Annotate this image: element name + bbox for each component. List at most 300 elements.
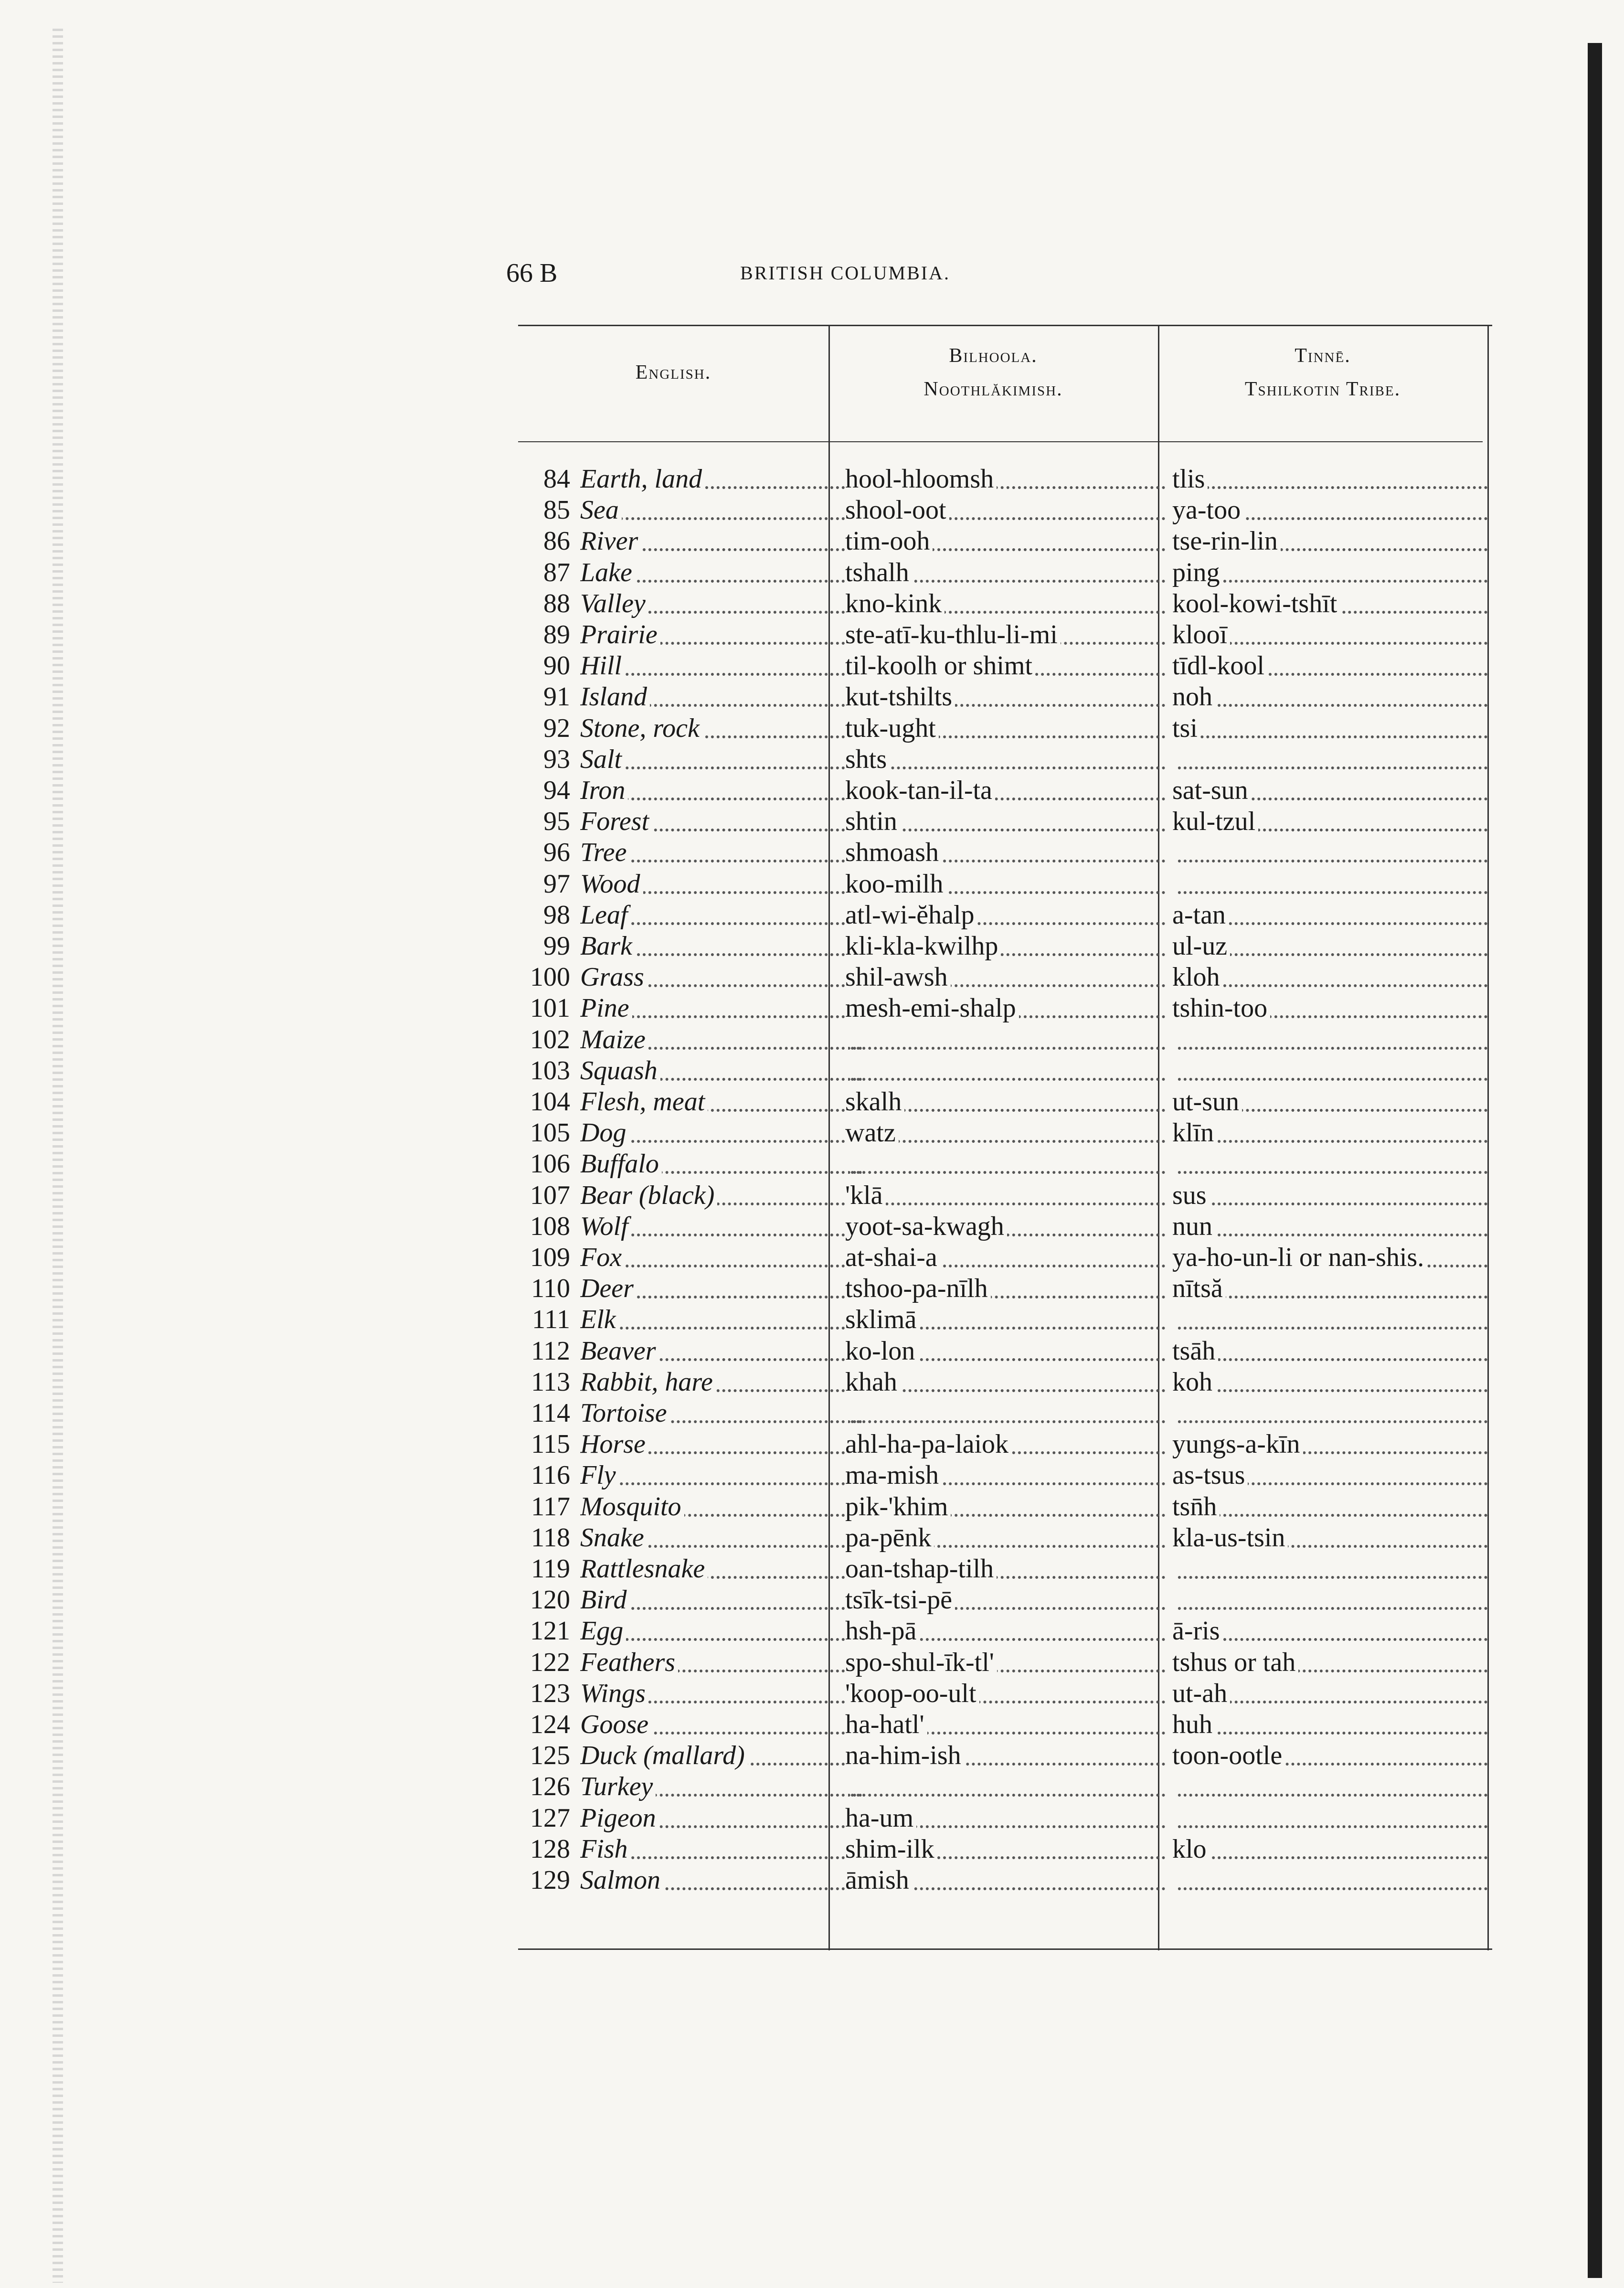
cell-tinne <box>1172 1366 1492 1398</box>
cell-tinne <box>1172 899 1492 931</box>
cell-bilhoola <box>845 1086 1170 1117</box>
column-header-bilhoola <box>828 339 1158 406</box>
cell-num <box>518 1086 573 1117</box>
cell-num-text: 116 <box>531 1460 573 1490</box>
cell-bilhoola-text: shtin <box>845 807 900 836</box>
cell-bilhoola <box>845 650 1170 681</box>
cell-bilhoola <box>845 1833 1170 1865</box>
cell-num-text: 122 <box>530 1648 573 1677</box>
dot-leader <box>1172 1234 1487 1236</box>
table-row <box>518 806 1492 837</box>
cell-num-text: 113 <box>531 1367 573 1397</box>
cell-num <box>518 650 573 681</box>
cell-num <box>518 525 573 557</box>
dot-leader <box>1172 1171 1487 1174</box>
cell-tinne <box>1172 961 1492 993</box>
cell-bilhoola-text: ha-hatl' <box>845 1710 927 1739</box>
cell-english <box>580 806 867 837</box>
cell-tinne <box>1172 1148 1492 1180</box>
cell-english <box>580 1553 867 1585</box>
cell-num-text: 94 <box>543 776 573 805</box>
cell-num-text: 119 <box>531 1554 573 1584</box>
cell-bilhoola <box>845 1553 1170 1585</box>
cell-bilhoola-text: til-koolh or shimt <box>845 651 1035 681</box>
cell-bilhoola-text: ma-mish <box>845 1460 942 1490</box>
table-row <box>518 1397 1492 1429</box>
cell-num <box>518 1335 573 1367</box>
table-row <box>518 992 1492 1024</box>
cell-tinne <box>1172 1180 1492 1211</box>
dot-leader <box>1172 1047 1487 1050</box>
header-rule <box>518 441 1483 442</box>
cell-english <box>580 961 867 993</box>
cell-bilhoola <box>845 1647 1170 1678</box>
cell-english-text: Tortoise <box>580 1398 670 1428</box>
dot-leader <box>1172 704 1487 707</box>
cell-num-text: 124 <box>530 1710 573 1739</box>
cell-bilhoola <box>845 1180 1170 1211</box>
cell-english-text: Island <box>580 682 650 712</box>
cell-num <box>518 1553 573 1585</box>
cell-english-text: Pigeon <box>580 1803 659 1833</box>
table-top-rule <box>518 325 1492 326</box>
table-row <box>518 1553 1492 1585</box>
table-row <box>518 557 1492 588</box>
cell-bilhoola <box>845 1397 1170 1429</box>
cell-bilhoola-text: tuk-ught <box>845 713 939 743</box>
cell-english-text: Horse <box>580 1429 648 1459</box>
cell-english <box>580 744 867 775</box>
cell-tinne-text: kloh <box>1172 962 1223 992</box>
book-spine-shadow <box>1588 43 1602 2278</box>
cell-bilhoola-text: kno-kink <box>845 589 945 618</box>
cell-bilhoola <box>845 1335 1170 1367</box>
cell-num <box>518 713 573 744</box>
cell-english-text: Bird <box>580 1585 629 1615</box>
cell-num <box>518 557 573 588</box>
cell-tinne-text <box>1172 1803 1175 1833</box>
cell-tinne <box>1172 1678 1492 1709</box>
cell-bilhoola-text: atl-wi-ĕhalp <box>845 900 977 930</box>
cell-num-text: 99 <box>543 931 573 961</box>
table-row <box>518 899 1492 931</box>
cell-english <box>580 1024 867 1055</box>
cell-english-text: Fox <box>580 1243 625 1272</box>
cell-bilhoola <box>845 1148 1170 1180</box>
cell-bilhoola-text: kook-tan-il-ta <box>845 776 995 805</box>
table-row <box>518 1304 1492 1335</box>
cell-english <box>580 681 867 713</box>
dot-leader <box>1172 1358 1487 1361</box>
cell-num-text: 102 <box>530 1025 573 1054</box>
table-row <box>518 525 1492 557</box>
cell-english-text: Rabbit, hare <box>580 1367 716 1397</box>
cell-tinne <box>1172 681 1492 713</box>
cell-num-text: 125 <box>530 1741 573 1770</box>
cell-num <box>518 1428 573 1460</box>
table-row <box>518 1615 1492 1647</box>
cell-num <box>518 1459 573 1491</box>
cell-num-text: 110 <box>531 1274 573 1303</box>
cell-tinne <box>1172 837 1492 868</box>
dot-leader <box>1172 1607 1487 1610</box>
dot-leader <box>1172 1327 1487 1330</box>
dot-leader <box>1172 1887 1487 1890</box>
cell-tinne-text: ā-ris <box>1172 1616 1223 1646</box>
cell-english <box>580 1864 867 1896</box>
cell-english-text: Tree <box>580 838 629 867</box>
cell-bilhoola <box>845 525 1170 557</box>
cell-english <box>580 1335 867 1367</box>
cell-tinne <box>1172 1802 1492 1834</box>
table-row <box>518 1180 1492 1211</box>
dot-leader <box>845 1047 1165 1050</box>
cell-bilhoola <box>845 775 1170 806</box>
cell-tinne-text: klīn <box>1172 1118 1217 1148</box>
cell-english-text: Salmon <box>580 1865 663 1895</box>
cell-bilhoola <box>845 1678 1170 1709</box>
cell-bilhoola <box>845 930 1170 962</box>
cell-num-text: 95 <box>543 807 573 836</box>
cell-num <box>518 930 573 962</box>
cell-bilhoola-text: kut-tshilts <box>845 682 955 712</box>
cell-bilhoola-text: at-shai-a <box>845 1243 940 1272</box>
cell-english <box>580 1678 867 1709</box>
cell-english <box>580 1055 867 1086</box>
cell-num-text: 103 <box>530 1056 573 1085</box>
cell-bilhoola <box>845 1802 1170 1834</box>
column-header-tinne <box>1158 339 1487 406</box>
cell-tinne-text <box>1172 1585 1175 1615</box>
cell-bilhoola-text: āmish <box>845 1865 912 1895</box>
cell-tinne-text: tsāh <box>1172 1336 1218 1366</box>
cell-num-text: 107 <box>530 1181 573 1210</box>
cell-tinne <box>1172 1055 1492 1086</box>
dot-leader <box>1172 860 1487 862</box>
cell-num <box>518 899 573 931</box>
cell-tinne <box>1172 1397 1492 1429</box>
dot-leader <box>580 517 862 520</box>
table-row <box>518 1802 1492 1834</box>
cell-num-text: 108 <box>530 1212 573 1241</box>
cell-num-text: 105 <box>530 1118 573 1148</box>
cell-english <box>580 868 867 900</box>
dot-leader <box>845 1171 1165 1174</box>
cell-english-text: Earth, land <box>580 464 705 494</box>
scan-edge-left <box>53 29 63 2283</box>
cell-bilhoola <box>845 463 1170 495</box>
cell-num <box>518 1211 573 1242</box>
cell-tinne-text <box>1172 869 1175 899</box>
cell-english <box>580 588 867 619</box>
cell-english-text: Feathers <box>580 1648 678 1677</box>
cell-tinne-text <box>1172 1398 1175 1428</box>
dot-leader <box>1172 735 1487 738</box>
cell-num-text: 121 <box>530 1616 573 1646</box>
cell-tinne-text: tsn̄h <box>1172 1492 1220 1522</box>
cell-english-text: Stone, rock <box>580 713 702 743</box>
cell-english <box>580 1273 867 1304</box>
cell-tinne-text: ping <box>1172 558 1223 587</box>
cell-bilhoola-text: ko-lon <box>845 1336 918 1366</box>
cell-bilhoola <box>845 1117 1170 1149</box>
cell-tinne <box>1172 463 1492 495</box>
cell-bilhoola-text: spo-shul-īk-tl' <box>845 1648 997 1677</box>
cell-tinne <box>1172 1833 1492 1865</box>
cell-bilhoola-text: ahl-ha-pa-laiok <box>845 1429 1011 1459</box>
dot-leader <box>1172 1794 1487 1797</box>
cell-bilhoola <box>845 1491 1170 1522</box>
dot-leader <box>580 1327 862 1330</box>
cell-tinne <box>1172 1304 1492 1335</box>
cell-num <box>518 1615 573 1647</box>
cell-english <box>580 1615 867 1647</box>
table-row <box>518 1242 1492 1273</box>
column-header-english <box>518 356 828 389</box>
cell-num-text: 93 <box>543 745 573 774</box>
cell-num-text: 98 <box>543 900 573 930</box>
cell-english-text: Grass <box>580 962 647 992</box>
cell-bilhoola <box>845 557 1170 588</box>
cell-english <box>580 650 867 681</box>
cell-bilhoola <box>845 681 1170 713</box>
cell-tinne-text <box>1172 1056 1175 1085</box>
cell-bilhoola-text: koo-milh <box>845 869 946 899</box>
cell-english-text: Squash <box>580 1056 660 1085</box>
cell-bilhoola-text: tshalh <box>845 558 912 587</box>
cell-bilhoola-text: sklimā <box>845 1305 919 1334</box>
cell-english <box>580 1647 867 1678</box>
cell-tinne <box>1172 1740 1492 1771</box>
cell-bilhoola-text: shil-awsh <box>845 962 951 992</box>
cell-tinne <box>1172 1428 1492 1460</box>
cell-english <box>580 930 867 962</box>
cell-bilhoola <box>845 1615 1170 1647</box>
cell-tinne-text <box>1172 1305 1175 1334</box>
cell-english-text: Bear (black) <box>580 1181 717 1210</box>
cell-english <box>580 992 867 1024</box>
cell-bilhoola-text: pik-'khim <box>845 1492 951 1522</box>
cell-num-text: 126 <box>530 1772 573 1801</box>
dot-leader <box>1172 1576 1487 1579</box>
cell-english-text: Rattlesnake <box>580 1554 708 1584</box>
cell-bilhoola-text: skalh <box>845 1087 904 1117</box>
cell-bilhoola-text <box>845 1398 848 1428</box>
cell-english <box>580 463 867 495</box>
cell-english <box>580 1366 867 1398</box>
cell-num-text: 115 <box>531 1429 573 1459</box>
cell-english-text: Duck (mallard) <box>580 1741 748 1770</box>
cell-english-text: Pine <box>580 993 632 1023</box>
cell-num <box>518 806 573 837</box>
cell-tinne <box>1172 1584 1492 1616</box>
cell-english-text: Flesh, meat <box>580 1087 708 1117</box>
cell-tinne-text: ul-uz <box>1172 931 1230 961</box>
cell-tinne-text <box>1172 1865 1175 1895</box>
cell-tinne-text: a-tan <box>1172 900 1229 930</box>
cell-num-text: 90 <box>543 651 573 681</box>
cell-english-text: Fly <box>580 1460 619 1490</box>
cell-num-text: 88 <box>543 589 573 618</box>
table-row <box>518 1055 1492 1086</box>
vocabulary-table <box>518 325 1492 1950</box>
cell-english <box>580 1117 867 1149</box>
cell-tinne-text <box>1172 745 1175 774</box>
cell-tinne <box>1172 1615 1492 1647</box>
cell-bilhoola-text: 'klā <box>845 1181 886 1210</box>
cell-num <box>518 1180 573 1211</box>
cell-tinne <box>1172 1117 1492 1149</box>
cell-num <box>518 588 573 619</box>
cell-tinne <box>1172 1553 1492 1585</box>
table-row <box>518 1491 1492 1522</box>
cell-english <box>580 1304 867 1335</box>
cell-tinne-text: ya-too <box>1172 495 1243 525</box>
cell-num-text: 92 <box>543 713 573 743</box>
cell-tinne <box>1172 806 1492 837</box>
cell-bilhoola-text: tim-ooh <box>845 526 933 556</box>
cell-tinne-text: tsi <box>1172 713 1200 743</box>
cell-tinne-text: nun <box>1172 1212 1215 1241</box>
cell-num <box>518 1242 573 1273</box>
cell-english <box>580 1397 867 1429</box>
cell-num <box>518 1055 573 1086</box>
cell-english <box>580 494 867 526</box>
cell-bilhoola <box>845 713 1170 744</box>
cell-tinne-text <box>1172 1025 1175 1054</box>
column-header-bilhoola-line1: Bilhoola. <box>949 345 1038 367</box>
cell-tinne-text: tshin-too <box>1172 993 1270 1023</box>
cell-english-text: Lake <box>580 558 635 587</box>
cell-num <box>518 1397 573 1429</box>
cell-num <box>518 961 573 993</box>
cell-bilhoola <box>845 1584 1170 1616</box>
cell-english-text: Wood <box>580 869 643 899</box>
cell-num-text: 85 <box>543 495 573 525</box>
cell-tinne <box>1172 992 1492 1024</box>
cell-tinne <box>1172 775 1492 806</box>
page-number: 66 B <box>506 258 558 288</box>
cell-english-text: Prairie <box>580 620 660 649</box>
cell-tinne-text: ut-sun <box>1172 1087 1242 1117</box>
table-row <box>518 713 1492 744</box>
cell-num <box>518 1864 573 1896</box>
cell-tinne <box>1172 713 1492 744</box>
cell-bilhoola <box>845 1242 1170 1273</box>
cell-num <box>518 619 573 650</box>
cell-tinne <box>1172 588 1492 619</box>
dot-leader <box>1172 766 1487 769</box>
cell-tinne <box>1172 1086 1492 1117</box>
cell-english-text: Deer <box>580 1274 637 1303</box>
cell-english <box>580 1148 867 1180</box>
cell-english <box>580 557 867 588</box>
cell-bilhoola-text: oan-tshap-tilh <box>845 1554 997 1584</box>
cell-tinne <box>1172 1242 1492 1273</box>
cell-english-text: Hill <box>580 651 625 681</box>
table-row <box>518 744 1492 775</box>
cell-english-text: Goose <box>580 1710 651 1739</box>
cell-tinne-text: nītsă <box>1172 1274 1226 1303</box>
column-header-bilhoola-line2: Noothlăkimish. <box>923 378 1063 400</box>
cell-num-text: 96 <box>543 838 573 867</box>
cell-tinne-text: ya-ho-un-li or nan-shis. <box>1172 1243 1427 1272</box>
dot-leader <box>1172 1203 1487 1205</box>
dot-leader <box>1172 1732 1487 1735</box>
cell-num <box>518 1709 573 1740</box>
cell-tinne-text: huh <box>1172 1710 1215 1739</box>
table-row <box>518 868 1492 900</box>
cell-tinne <box>1172 1771 1492 1802</box>
cell-num-text: 129 <box>530 1865 573 1895</box>
cell-english-text: Valley <box>580 589 648 618</box>
cell-english <box>580 1771 867 1802</box>
table-row <box>518 588 1492 619</box>
cell-num-text: 91 <box>543 682 573 712</box>
cell-tinne <box>1172 1709 1492 1740</box>
cell-tinne <box>1172 1273 1492 1304</box>
cell-bilhoola <box>845 1740 1170 1771</box>
table-row <box>518 1709 1492 1740</box>
cell-num <box>518 1024 573 1055</box>
table-row <box>518 1086 1492 1117</box>
cell-tinne-text: kla-us-tsin <box>1172 1523 1288 1553</box>
cell-tinne-text <box>1172 1149 1175 1179</box>
dot-leader <box>1172 1140 1487 1143</box>
cell-english-text: Wolf <box>580 1212 631 1241</box>
cell-tinne-text: tlis <box>1172 464 1208 494</box>
cell-num-text: 114 <box>531 1398 573 1428</box>
table-row <box>518 1833 1492 1865</box>
table-row <box>518 1522 1492 1554</box>
cell-english <box>580 1584 867 1616</box>
cell-bilhoola-text: shts <box>845 745 890 774</box>
cell-num <box>518 1273 573 1304</box>
cell-num <box>518 681 573 713</box>
cell-num-text: 128 <box>530 1834 573 1864</box>
cell-num-text: 104 <box>530 1087 573 1117</box>
cell-bilhoola <box>845 494 1170 526</box>
cell-english <box>580 1491 867 1522</box>
cell-bilhoola <box>845 868 1170 900</box>
cell-english <box>580 619 867 650</box>
dot-leader <box>580 1482 862 1485</box>
table-row <box>518 1148 1492 1180</box>
table-row <box>518 650 1492 681</box>
table-row <box>518 1428 1492 1460</box>
table-row <box>518 1211 1492 1242</box>
cell-english-text: Iron <box>580 776 628 805</box>
table-row <box>518 1678 1492 1709</box>
cell-bilhoola <box>845 619 1170 650</box>
cell-english-text: Salt <box>580 745 625 774</box>
cell-tinne <box>1172 1459 1492 1491</box>
column-header-english-label: English. <box>635 362 711 383</box>
cell-bilhoola <box>845 837 1170 868</box>
cell-tinne <box>1172 868 1492 900</box>
cell-english <box>580 1833 867 1865</box>
cell-english-text: Snake <box>580 1523 647 1553</box>
cell-english-text: Dog <box>580 1118 629 1148</box>
cell-num <box>518 1802 573 1834</box>
cell-tinne-text: tshus or tah <box>1172 1648 1298 1677</box>
cell-bilhoola-text: hsh-pā <box>845 1616 919 1646</box>
cell-english-text: Egg <box>580 1616 626 1646</box>
cell-english <box>580 1802 867 1834</box>
cell-tinne-text <box>1172 1554 1175 1584</box>
cell-num-text: 127 <box>530 1803 573 1833</box>
dot-leader <box>1172 486 1487 489</box>
